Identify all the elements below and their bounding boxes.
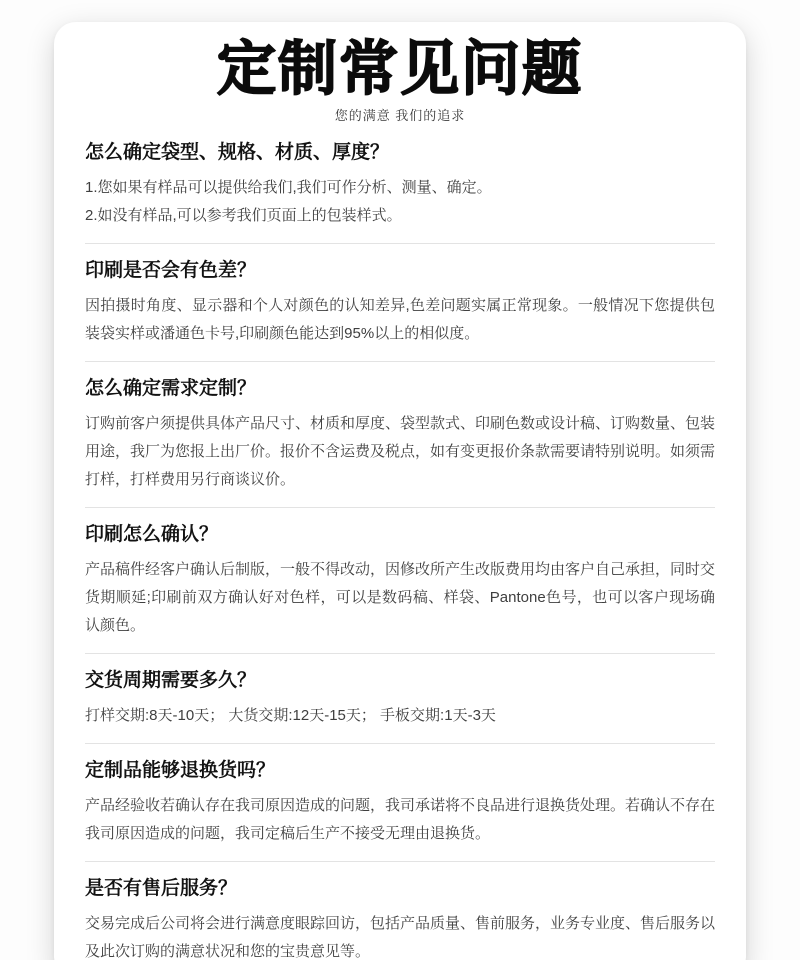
faq-answer: 1.您如果有样品可以提供给我们,我们可作分析、测量、确定。 bbox=[85, 179, 492, 196]
faq-card bbox=[54, 22, 746, 960]
faq-question: 怎么确定需求定制？ bbox=[85, 378, 257, 399]
page-subtitle: 您的满意 我们的追求 bbox=[334, 108, 466, 123]
section-divider bbox=[85, 861, 715, 862]
faq-answer-group bbox=[85, 910, 715, 960]
faq-answer-group bbox=[85, 292, 715, 348]
faq-question: 交货周期需要多久？ bbox=[85, 670, 257, 691]
faq-section-print-confirmation bbox=[85, 522, 715, 640]
faq-answer: 打样交期:8天-10天； 大货交期:12天-15天； 手板交期:1天-3天 bbox=[85, 707, 496, 724]
faq-section-delivery-time bbox=[85, 668, 715, 730]
faq-question: 是否有售后服务？ bbox=[85, 878, 238, 899]
faq-section-custom-requirements bbox=[85, 376, 715, 494]
faq-answer: 产品稿件经客户确认后制版，一般不得改动，因修改所产生改版费用均由客户自己承担，同时交货期顺延;印刷前双方确认好对色样，可以是数码稿、样袋、Pantone色号，也可以客户现场确认颜色。 bbox=[85, 561, 716, 634]
faq-answer: 产品经验收若确认存在我司原因造成的问题，我司承诺将不良品进行退换货处理。若确认不存在我司原因造成的问题，我司定稿后生产不接受无理由退换货。 bbox=[85, 797, 716, 842]
faq-question: 怎么确定袋型、规格、材质、厚度？ bbox=[85, 142, 390, 163]
faq-section-bag-type bbox=[85, 140, 715, 230]
faq-question: 印刷怎么确认？ bbox=[85, 524, 219, 545]
section-divider bbox=[85, 653, 715, 654]
faq-answer: 交易完成后公司将会进行满意度眼踪回访，包括产品质量、售前服务，业务专业度、售后服务以及此次订购的满意状况和您的宝贵意见等。 bbox=[85, 915, 716, 960]
faq-question: 印刷是否会有色差？ bbox=[85, 260, 257, 281]
faq-answer: 2.如没有样品,可以参考我们页面上的包装样式。 bbox=[85, 207, 402, 224]
faq-section-returns bbox=[85, 758, 715, 848]
section-divider bbox=[85, 243, 715, 244]
section-divider bbox=[85, 361, 715, 362]
section-divider bbox=[85, 507, 715, 508]
page-title: 定制常见问题 bbox=[216, 36, 583, 102]
section-divider bbox=[85, 743, 715, 744]
faq-section-after-sales bbox=[85, 876, 715, 960]
faq-answer: 因拍摄时角度、显示器和个人对颜色的认知差异,色差问题实属正常现象。一般情况下您提供包装袋实样或潘通色卡号,印刷颜色能达到95%以上的相似度。 bbox=[85, 297, 715, 342]
faq-answer-group bbox=[85, 702, 715, 730]
faq-section-color-difference bbox=[85, 258, 715, 348]
faq-answer-group bbox=[85, 410, 715, 494]
faq-answer-group bbox=[85, 174, 715, 230]
faq-answer-group bbox=[85, 556, 715, 640]
faq-question: 定制品能够退换货吗？ bbox=[85, 760, 276, 781]
faq-answer: 订购前客户须提供具体产品尺寸、材质和厚度、袋型款式、印刷色数或设计稿、订购数量、包装用途，我厂为您报上出厂价。报价不含运费及税点，如有变更报价条款需要请特别说明。如须需打样，打样费用另行商谈议价。 bbox=[85, 415, 716, 488]
faq-answer-group bbox=[85, 792, 715, 848]
